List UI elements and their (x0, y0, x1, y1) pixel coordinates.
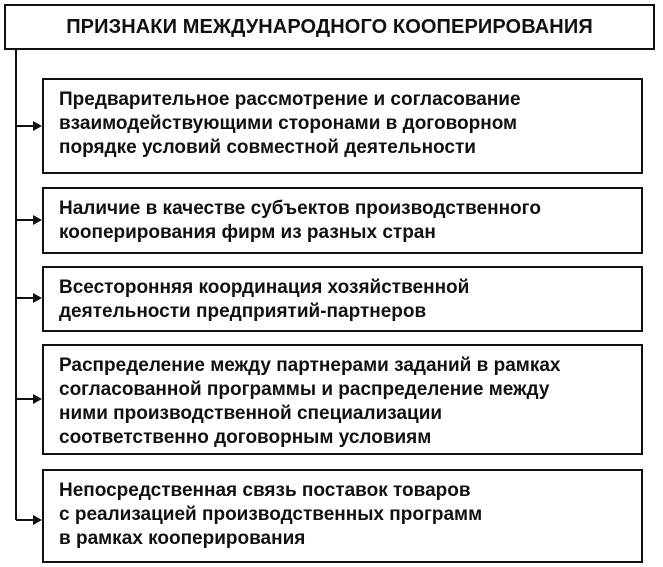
branch-arrow-5 (16, 515, 42, 525)
branch-arrow-2 (16, 215, 42, 225)
item-box-1: Предварительное рассмотрение и согласование взаимодействующими сторонами в договорном порядке условий совместной деятельности (42, 78, 643, 174)
item-box-2: Наличие в качестве субъектов производственного кооперирования фирм из разных стран (42, 187, 643, 254)
item-box-3: Всесторонняя координация хозяйственной деятельности предприятий-партнеров (42, 266, 643, 332)
item-box-4: Распределение между партнерами заданий в рамках согласованной программы и распределение между ними производственной специализации соответственно договорным условиям (42, 344, 643, 455)
diagram-title: ПРИЗНАКИ МЕЖДУНАРОДНОГО КООПЕРИРОВАНИЯ (4, 4, 655, 50)
item-box-5: Непосредственная связь поставок товаров с реализацией производственных программ в рамках кооперирования (42, 469, 643, 563)
branch-arrow-4 (16, 394, 42, 404)
branch-arrow-1 (16, 121, 42, 131)
branch-arrow-3 (16, 293, 42, 303)
